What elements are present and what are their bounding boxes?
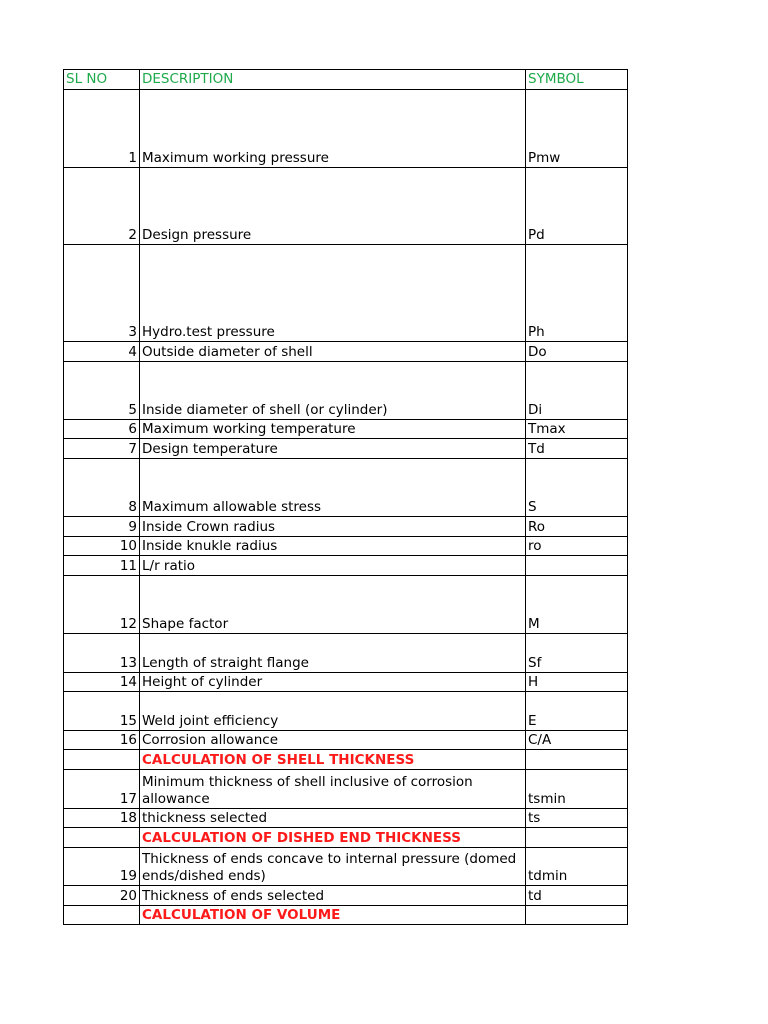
row-description: Outside diameter of shell bbox=[140, 342, 526, 362]
row-sl-no: 8 bbox=[64, 459, 140, 517]
row-symbol: Sf bbox=[526, 634, 628, 673]
table-row bbox=[64, 439, 628, 459]
row-sl-no: 7 bbox=[64, 439, 140, 459]
row-symbol: Ph bbox=[526, 245, 628, 342]
row-sl-no: 20 bbox=[64, 886, 140, 906]
row-description: Maximum working pressure bbox=[140, 90, 526, 168]
table-row bbox=[64, 459, 628, 517]
row-description: Design temperature bbox=[140, 439, 526, 459]
header-row bbox=[64, 70, 628, 90]
row-sl-no: 2 bbox=[64, 168, 140, 245]
row-sl-no: 6 bbox=[64, 420, 140, 439]
row-description: Inside diameter of shell (or cylinder) bbox=[140, 362, 526, 420]
row-symbol: Td bbox=[526, 439, 628, 459]
row-symbol: Tmax bbox=[526, 420, 628, 439]
row-symbol: tdmin bbox=[526, 848, 628, 886]
header-description: DESCRIPTION bbox=[140, 70, 526, 90]
section-row-shell-thickness bbox=[64, 750, 628, 770]
row-description: Inside knukle radius bbox=[140, 537, 526, 556]
row-sl-no: 1 bbox=[64, 90, 140, 168]
table-row bbox=[64, 770, 628, 809]
row-symbol: E bbox=[526, 692, 628, 731]
row-description: Maximum working temperature bbox=[140, 420, 526, 439]
row-symbol: ro bbox=[526, 537, 628, 556]
table-row bbox=[64, 90, 628, 168]
row-sl-no: 3 bbox=[64, 245, 140, 342]
row-description: Length of straight flange bbox=[140, 634, 526, 673]
row-sl-no bbox=[64, 828, 140, 848]
header-sl-no: SL NO bbox=[64, 70, 140, 90]
row-sl-no: 11 bbox=[64, 556, 140, 576]
row-sl-no: 4 bbox=[64, 342, 140, 362]
row-description: Maximum allowable stress bbox=[140, 459, 526, 517]
header-symbol: SYMBOL bbox=[526, 70, 628, 90]
row-symbol bbox=[526, 556, 628, 576]
table-row bbox=[64, 692, 628, 731]
table-row bbox=[64, 886, 628, 906]
row-description: Inside Crown radius bbox=[140, 517, 526, 537]
row-symbol bbox=[526, 906, 628, 925]
row-sl-no bbox=[64, 906, 140, 925]
table-row bbox=[64, 420, 628, 439]
table-row bbox=[64, 517, 628, 537]
table-row bbox=[64, 556, 628, 576]
row-symbol bbox=[526, 828, 628, 848]
section-row-dished-end-thickness bbox=[64, 828, 628, 848]
row-sl-no: 12 bbox=[64, 576, 140, 634]
table-row bbox=[64, 168, 628, 245]
row-description: thickness selected bbox=[140, 809, 526, 828]
row-symbol: Do bbox=[526, 342, 628, 362]
row-sl-no: 19 bbox=[64, 848, 140, 886]
table-row bbox=[64, 634, 628, 673]
section-heading: CALCULATION OF DISHED END THICKNESS bbox=[140, 828, 526, 848]
row-description: Minimum thickness of shell inclusive of corrosion allowance bbox=[140, 770, 526, 809]
row-description: Thickness of ends selected bbox=[140, 886, 526, 906]
row-description: Thickness of ends concave to internal pressure (domed ends/dished ends) bbox=[140, 848, 526, 886]
row-description: Height of cylinder bbox=[140, 673, 526, 692]
section-heading: CALCULATION OF SHELL THICKNESS bbox=[140, 750, 526, 770]
table-row bbox=[64, 673, 628, 692]
row-sl-no: 17 bbox=[64, 770, 140, 809]
row-sl-no: 15 bbox=[64, 692, 140, 731]
row-symbol: M bbox=[526, 576, 628, 634]
table-row bbox=[64, 245, 628, 342]
row-symbol: Di bbox=[526, 362, 628, 420]
row-sl-no: 13 bbox=[64, 634, 140, 673]
spec-table bbox=[63, 69, 628, 925]
row-symbol: Ro bbox=[526, 517, 628, 537]
table-row bbox=[64, 731, 628, 750]
row-sl-no: 9 bbox=[64, 517, 140, 537]
section-row-volume bbox=[64, 906, 628, 925]
row-symbol bbox=[526, 750, 628, 770]
row-sl-no: 18 bbox=[64, 809, 140, 828]
row-sl-no: 16 bbox=[64, 731, 140, 750]
row-symbol: Pmw bbox=[526, 90, 628, 168]
row-description: L/r ratio bbox=[140, 556, 526, 576]
table-row bbox=[64, 342, 628, 362]
row-sl-no: 14 bbox=[64, 673, 140, 692]
row-sl-no: 5 bbox=[64, 362, 140, 420]
row-symbol: td bbox=[526, 886, 628, 906]
row-symbol: ts bbox=[526, 809, 628, 828]
table-row bbox=[64, 809, 628, 828]
row-sl-no bbox=[64, 750, 140, 770]
section-heading: CALCULATION OF VOLUME bbox=[140, 906, 526, 925]
row-symbol: S bbox=[526, 459, 628, 517]
row-symbol: Pd bbox=[526, 168, 628, 245]
row-description: Hydro.test pressure bbox=[140, 245, 526, 342]
row-description: Corrosion allowance bbox=[140, 731, 526, 750]
table-row bbox=[64, 537, 628, 556]
row-sl-no: 10 bbox=[64, 537, 140, 556]
row-description: Design pressure bbox=[140, 168, 526, 245]
table-row bbox=[64, 362, 628, 420]
table-row bbox=[64, 848, 628, 886]
row-symbol: H bbox=[526, 673, 628, 692]
row-symbol: tsmin bbox=[526, 770, 628, 809]
row-description: Shape factor bbox=[140, 576, 526, 634]
row-description: Weld joint efficiency bbox=[140, 692, 526, 731]
row-symbol: C/A bbox=[526, 731, 628, 750]
table-row bbox=[64, 576, 628, 634]
